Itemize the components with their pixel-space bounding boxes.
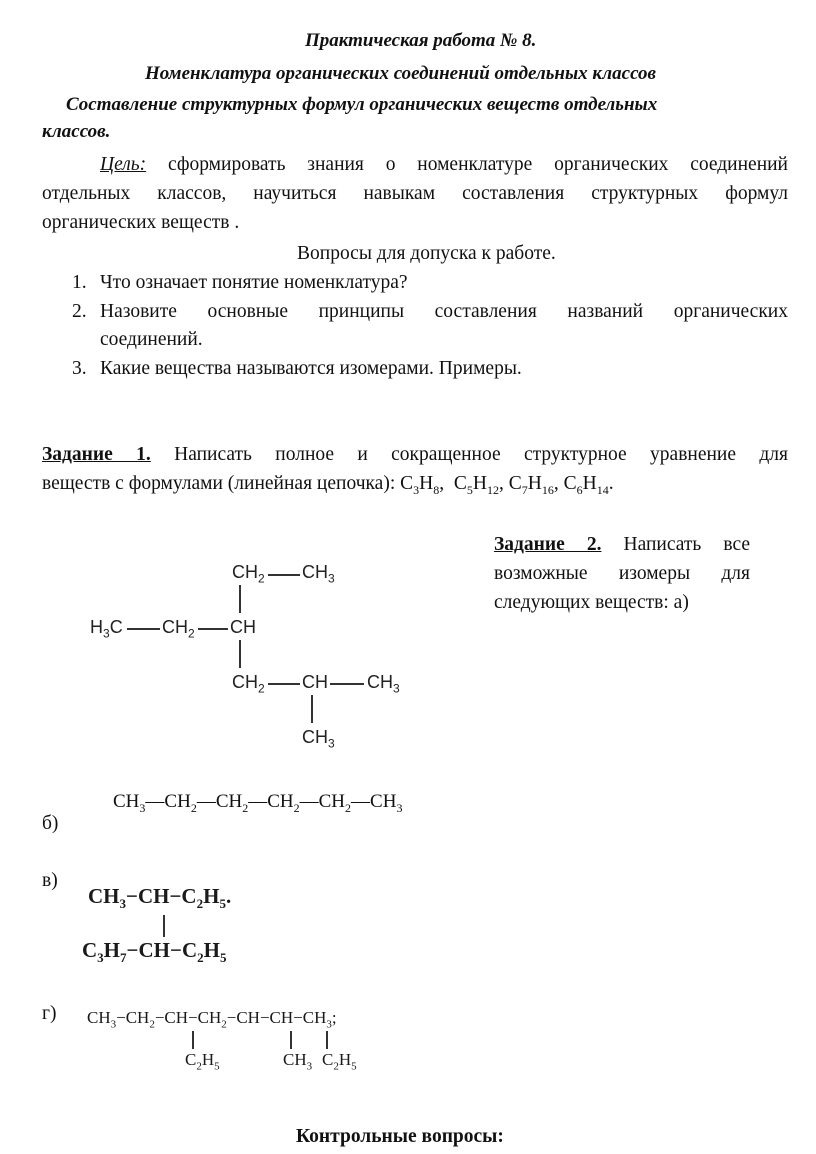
item-b-label: б) [42, 813, 59, 834]
bond-top-horizontal [268, 574, 300, 576]
control-questions-heading: Контрольные вопросы: [296, 1126, 504, 1147]
goal-line-2: отдельных классов, научиться навыкам составления структурных формул [42, 183, 788, 204]
bond-bottom-vertical [239, 640, 241, 668]
task1-line-2: веществ с формулами (линейная цепочка): $C_3H_8$, $C_5H_{12}$, $C_7H_{16}$, $C_6H_{14}$. [42, 473, 614, 497]
item-g-sub-2: $CH_3$ [283, 1050, 313, 1073]
question-3: Какие вещества называются изомерами. Примеры. [100, 358, 522, 379]
formula-c3h8: $C_3H_8$ [400, 473, 440, 497]
subtitle-structural-b: классов. [42, 121, 111, 142]
question-2-num: 2. [72, 301, 87, 322]
struct-a-center-ch: CH [230, 617, 256, 637]
questions-heading: Вопросы для допуска к работе. [297, 243, 556, 264]
goal-label: Цель: [100, 154, 147, 175]
item-g-sub-1: $C_2H_5$ [185, 1050, 220, 1073]
struct-a-bot-ch3: $CH_3$ [367, 672, 400, 696]
bond-top-vertical [239, 585, 241, 613]
question-1-num: 1. [72, 272, 87, 293]
formula-hexane: $CH_3—CH_2—CH_2—CH_2—CH_2—CH_3$ [113, 791, 403, 815]
page-title: Практическая работа № 8. [305, 30, 537, 51]
item-v-row-2: $C_3H_7-CH-C_2H_5$ [82, 938, 227, 966]
item-g-label: г) [42, 1003, 57, 1024]
item-v-label: в) [42, 870, 58, 891]
formula-c6h14: $C_6H_{14}$ [563, 473, 609, 497]
task1-line-1: Задание 1. Написать полное и сокращенное структурное уравнение для [42, 444, 788, 465]
question-2: Назовите основные принципы составления названий органических [100, 301, 788, 322]
subtitle-structural-a: Составление структурных формул органических веществ отдельных [66, 94, 658, 115]
task2-label: Задание 2. [494, 534, 602, 555]
goal-line-1: Цель: сформировать знания о номенклатуре органических соединений [100, 154, 788, 175]
question-2-cont: соединений. [100, 329, 203, 350]
item-g-sub-3: $C_2H_5$ [322, 1050, 357, 1073]
struct-a-top-ch2: $CH_2$ [232, 562, 265, 586]
bond-g-3 [326, 1031, 328, 1049]
bond-left-2 [198, 628, 228, 630]
formula-c7h16: $C_7H_{16}$ [508, 473, 554, 497]
question-1: Что означает понятие номенклатура? [100, 272, 408, 293]
formula-c5h12: $C_5H_{12}$ [453, 473, 499, 497]
task2-line-1: Задание 2. Написать все [494, 534, 750, 555]
bond-g-1 [192, 1031, 194, 1049]
question-3-num: 3. [72, 358, 87, 379]
struct-a-top-ch3: $CH_3$ [302, 562, 335, 586]
struct-a-bot-ch: CH [302, 672, 328, 692]
struct-a-mid-ch2: $CH_2$ [162, 617, 195, 641]
item-g-main-chain: $CH_3-CH_2-CH-CH_2-CH-CH-CH_3$; [87, 1008, 337, 1031]
bond-bottom-2 [330, 683, 364, 685]
bond-g-2 [290, 1031, 292, 1049]
task2-line-3: следующих веществ: а) [494, 592, 689, 613]
bond-v-vertical [163, 915, 165, 937]
item-v-row-1: $CH_3-CH-C_2H_5$. [88, 884, 232, 912]
task1-label: Задание 1. [42, 444, 151, 465]
task2-line-2: возможные изомеры для [494, 563, 750, 584]
bond-bottom-1 [268, 683, 300, 685]
subtitle-nomenclature: Номенклатура органических соединений отдельных классов [145, 63, 657, 84]
bond-left-1 [127, 628, 160, 630]
bond-sub-vertical [311, 695, 313, 723]
goal-line-3: органических веществ . [42, 212, 240, 233]
struct-a-h3c: $H_3C$ [90, 617, 123, 641]
struct-a-sub-ch3: $CH_3$ [302, 727, 335, 751]
struct-a-bot-ch2: $CH_2$ [232, 672, 265, 696]
